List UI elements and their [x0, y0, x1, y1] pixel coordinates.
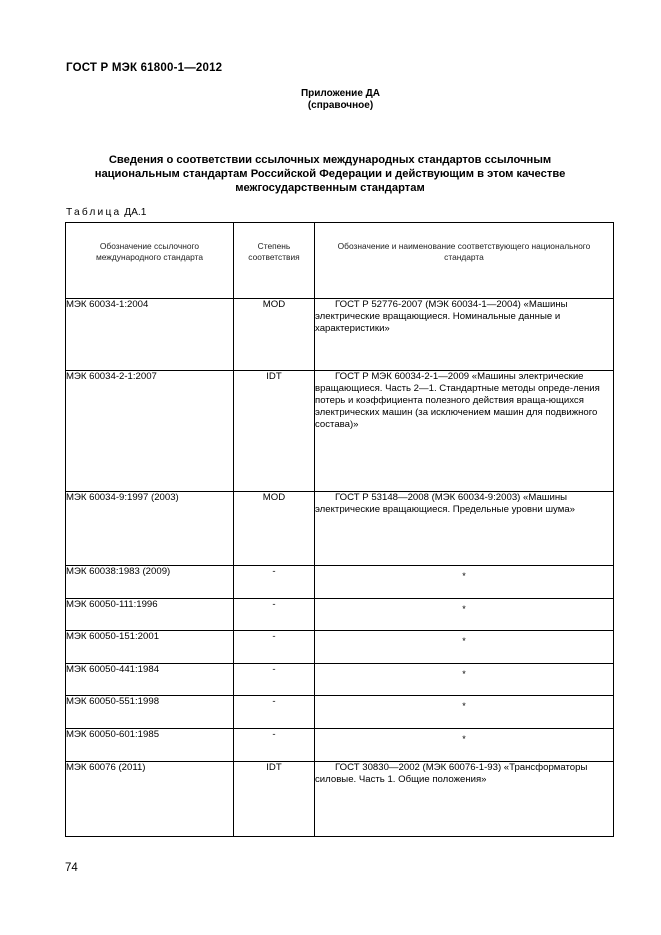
cell-degree: MOD [234, 299, 315, 371]
cell-degree: - [234, 696, 315, 729]
header-international-standard: Обозначение ссылочного международного стандарта [66, 223, 234, 299]
table-row [66, 631, 614, 664]
cell-national: * [315, 631, 614, 664]
cell-degree: MOD [234, 492, 315, 566]
cell-national: ГОСТ Р 53148—2008 (МЭК 60034-9:2003) «Машины электрические вращающиеся. Предельные уровни шума» [315, 492, 614, 566]
appendix-subtitle: (справочное) [307, 100, 374, 111]
cell-degree: - [234, 566, 315, 599]
cell-degree: IDT [234, 371, 315, 492]
cell-standard: МЭК 60034-1:2004 [66, 299, 234, 371]
cell-degree: IDT [234, 762, 315, 837]
cell-standard: МЭК 60050-601:1985 [66, 729, 234, 762]
table-row [66, 492, 614, 566]
cell-degree: - [234, 599, 315, 631]
header-degree: Степень соответствия [234, 223, 315, 299]
cell-degree: - [234, 729, 315, 762]
document-title-line: Сведения о соответствии ссылочных международных стандартов ссылочным [108, 154, 552, 166]
table-header-row [66, 223, 614, 299]
table-row [66, 762, 614, 837]
cell-standard: МЭК 60038:1983 (2009) [66, 566, 234, 599]
appendix-title: Приложение ДА [300, 88, 381, 99]
document-title-line: межгосударственным стандартам [235, 182, 425, 194]
table-row [66, 696, 614, 729]
cell-standard: МЭК 60050-151:2001 [66, 631, 234, 664]
cell-standard: МЭК 60050-111:1996 [66, 599, 234, 631]
cell-degree: - [234, 664, 315, 696]
table-caption [66, 207, 146, 218]
table-row [66, 664, 614, 696]
document-header: ГОСТ Р МЭК 61800-1—2012 [66, 62, 223, 74]
cell-standard: МЭК 60076 (2011) [66, 762, 234, 837]
cell-national: ГОСТ 30830—2002 (МЭК 60076-1-93) «Трансформаторы силовые. Часть 1. Общие положения» [315, 762, 614, 837]
cell-national: * [315, 696, 614, 729]
cell-standard: МЭК 60034-9:1997 (2003) [66, 492, 234, 566]
cell-degree: - [234, 631, 315, 664]
header-national-standard: Обозначение и наименование соответствующего национального стандарта [315, 223, 614, 299]
table-row [66, 599, 614, 631]
cell-national: * [315, 599, 614, 631]
table-row [66, 566, 614, 599]
appendix-heading [0, 88, 661, 112]
table-row [66, 299, 614, 371]
page-number: 74 [65, 862, 78, 874]
document-title [80, 153, 580, 195]
cell-standard: МЭК 60034-2-1:2007 [66, 371, 234, 492]
cell-standard: МЭК 60050-551:1998 [66, 696, 234, 729]
standards-table [65, 222, 614, 837]
cell-national: * [315, 664, 614, 696]
cell-national: * [315, 566, 614, 599]
cell-national: * [315, 729, 614, 762]
table-caption-id: ДА.1 [124, 207, 147, 218]
table-row [66, 371, 614, 492]
table-caption-word: Таблица [66, 207, 122, 218]
cell-national: ГОСТ Р 52776-2007 (МЭК 60034-1—2004) «Машины электрические вращающиеся. Номинальные данные и характеристики» [315, 299, 614, 371]
cell-standard: МЭК 60050-441:1984 [66, 664, 234, 696]
cell-national: ГОСТ Р МЭК 60034-2-1—2009 «Машины электрические вращающиеся. Часть 2—1. Стандартные методы опреде-ления потерь и коэффициента полезного действия враща-ющихся электрических машин (за исключением машин для подвижного состава)» [315, 371, 614, 492]
document-title-line: национальным стандартам Российской Федерации и действующим в этом качестве [94, 168, 566, 180]
table-row [66, 729, 614, 762]
